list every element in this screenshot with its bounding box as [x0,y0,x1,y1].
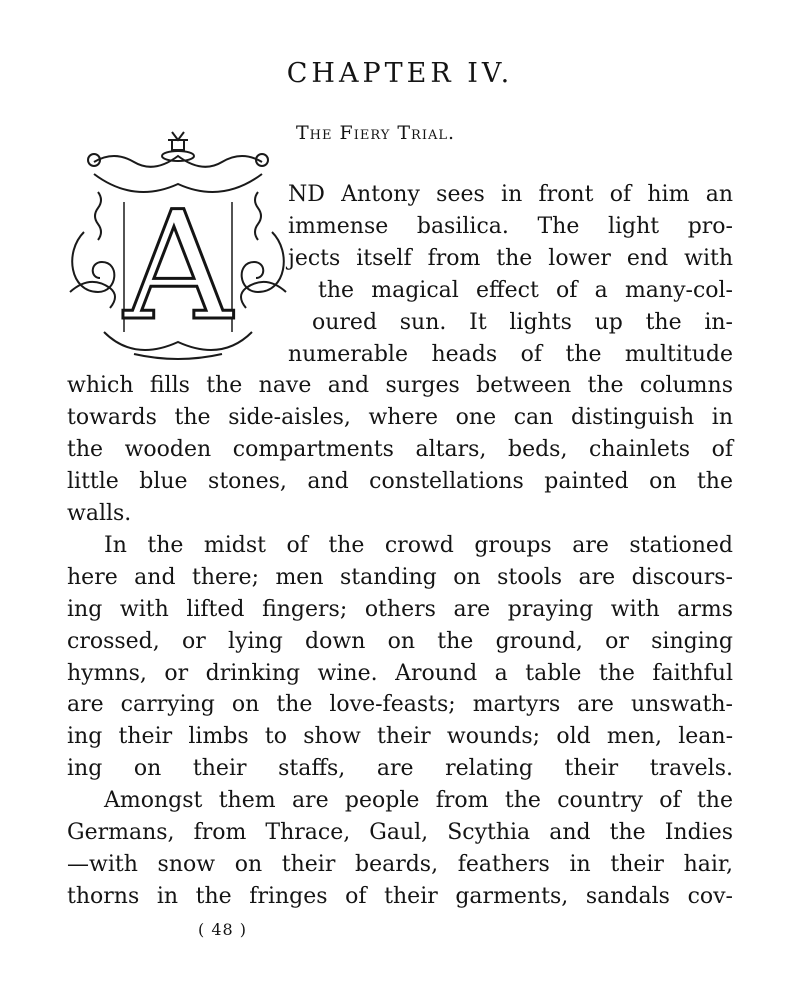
text-line: walls. [67,501,132,526]
text-line: thorns in the fringes of their garments, sandals cov- [67,883,733,909]
text-line: jects itself from the lower end with [288,245,733,271]
text-line: the wooden compartments altars, beds, chainlets of [67,437,733,463]
text-line: In the midst of the crowd groups are stationed [104,532,733,558]
text-line: towards the side-aisles, where one can distinguish in [67,405,733,431]
text-line: ing with lifted fingers; others are praying with arms [67,596,733,622]
text-line: ND Antony sees in front of him an [288,182,733,207]
chapter-heading: CHAPTER IV. [286,58,514,89]
page-number: ( 48 ) [198,920,248,939]
text-line: numerable heads of the multitude [288,341,733,367]
text-line: are carrying on the love-feasts; martyrs are unswath- [67,692,733,718]
text-line: Germans, from Thrace, Gaul, Scythia and the Indies [67,820,733,845]
text-line: which fills the nave and surges between the columns [67,373,733,399]
text-line: the magical effect of a many-col- [318,277,733,303]
drop-cap-letter: A [123,180,233,354]
text-line: here and there; men standing on stools are discours- [67,564,733,590]
text-line: hymns, or drinking wine. Around a table the faithful [67,660,733,686]
text-line: oured sun. It lights up the in- [312,309,733,335]
text-line: Amongst them are people from the country of the [104,788,733,814]
text-line: crossed, or lying down on the ground, or singing [67,628,733,654]
chapter-subtitle: The Fiery Trial. [296,122,456,144]
ornamental-drop-cap [64,122,290,362]
text-line: immense basilica. The light pro- [288,213,733,239]
text-line: little blue stones, and constellations painted on the [67,469,733,495]
text-line: —with snow on their beards, feathers in their hair, [67,851,733,877]
text-line: ing their limbs to show their wounds; old men, lean- [67,724,733,750]
text-line: ing on their staffs, are relating their travels. [67,756,733,782]
